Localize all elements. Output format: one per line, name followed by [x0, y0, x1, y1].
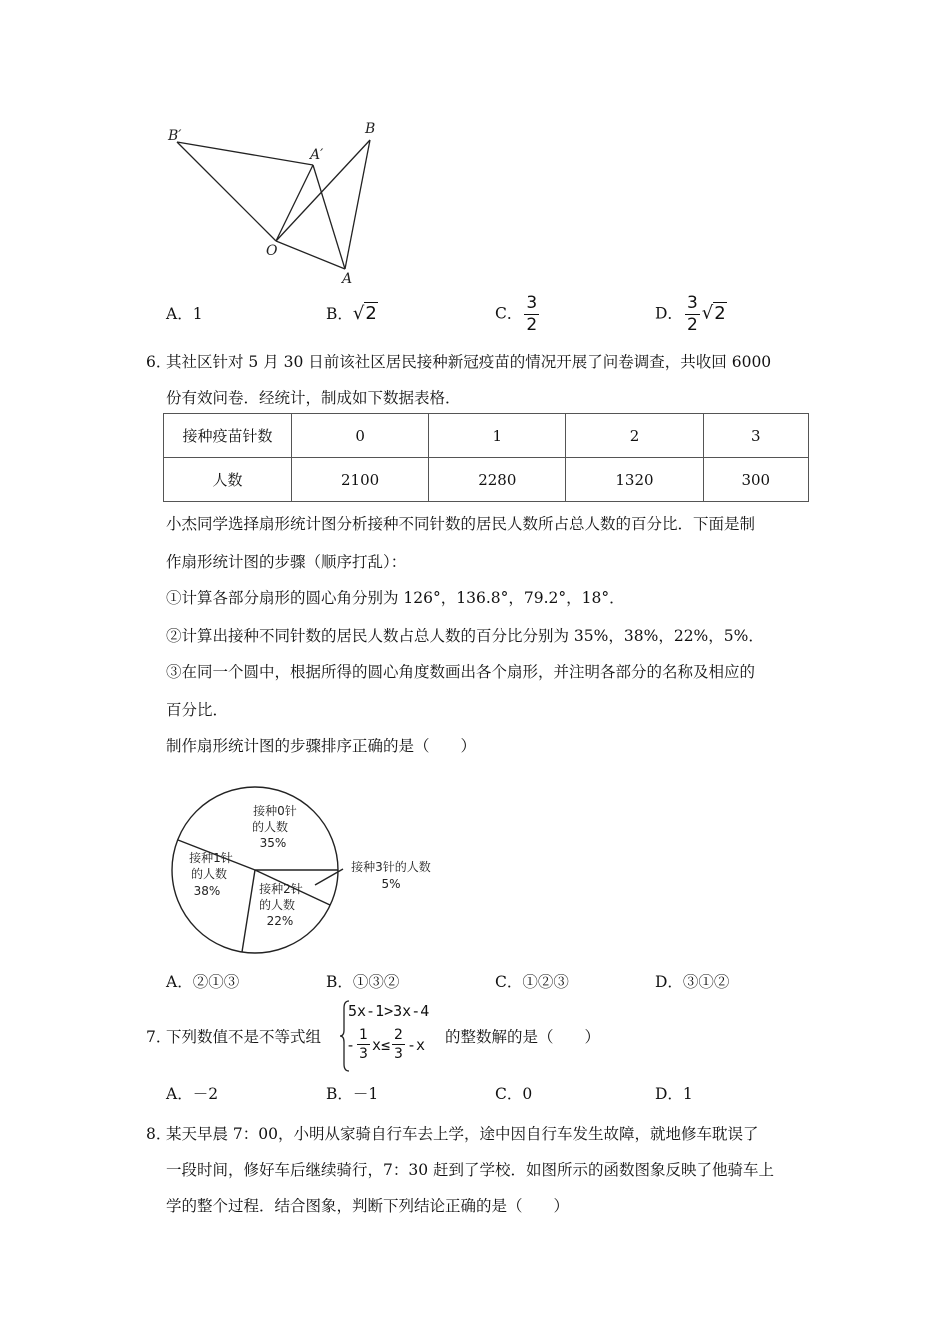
inequality-1: 5x-1>3x-4	[348, 1002, 430, 1020]
q6-step3-line1: ③在同一个圆中，根据所得的圆心角度数画出各个扇形，并注明各部分的名称及相应的	[166, 663, 756, 681]
q8-line2: 一段时间，修好车后继续骑行，7：30 赶到了学校．如图所示的函数图象反映了他骑车上	[166, 1161, 775, 1179]
segment-b-a	[345, 140, 370, 269]
pie-label-3-pct: 5%	[381, 877, 401, 891]
q7-option-c[interactable]: C．0	[495, 1085, 533, 1103]
fraction	[357, 1028, 370, 1061]
table-value-3: 300	[703, 458, 808, 502]
fraction	[524, 295, 539, 334]
q6-text-line2: 作扇形统计图的步骤（顺序打乱）：	[166, 553, 407, 571]
pie-label-2-pct: 22%	[266, 914, 294, 928]
q5-option-b-key: B．	[326, 305, 353, 323]
q5-option-a-value: 1	[192, 305, 203, 323]
fraction-numerator: 3	[686, 293, 698, 313]
q5-option-d-key: D．	[655, 304, 683, 323]
label-b-prime: B′	[168, 128, 182, 144]
q6-stem-line2: 份有效问卷．经统计，制成如下数据表格．	[166, 389, 461, 407]
pie-label-1-pct: 38%	[193, 884, 221, 898]
q6-pie-chart	[165, 785, 465, 955]
q7-option-b[interactable]: B．－1	[326, 1085, 379, 1103]
q6-option-d[interactable]: D．③①②	[655, 973, 730, 991]
fraction-denominator: 3	[359, 1046, 368, 1062]
label-a: A	[342, 271, 353, 287]
table-row	[164, 414, 809, 458]
table-row-label: 人数	[164, 458, 292, 502]
q7-option-a[interactable]: A．－2	[166, 1085, 219, 1103]
table-header-label: 接种疫苗针数	[164, 414, 292, 458]
table-col-0: 0	[292, 414, 429, 458]
q6-option-a[interactable]: A．②①③	[166, 973, 240, 991]
pie-label-2-line1: 接种2针	[259, 882, 303, 896]
q6-step1: ①计算各部分扇形的圆心角分别为 126°，136.8°，79.2°，18°．	[166, 589, 625, 607]
label-a-prime: A′	[310, 147, 324, 163]
pie-radius-2	[242, 870, 255, 952]
fraction-denominator: 3	[394, 1046, 403, 1062]
segment-o-a	[276, 241, 345, 269]
q5-option-c[interactable]	[495, 295, 541, 334]
pie-label-1-line1: 接种1针	[189, 851, 233, 865]
q6-stem-line1: 其社区针对 5 月 30 日前该社区居民接种新冠疫苗的情况开展了问卷调查，共收回 6000	[166, 353, 772, 371]
fraction-denominator: 2	[526, 315, 538, 335]
pie-label-2-line2: 的人数	[258, 898, 296, 912]
q7-suffix: 的整数解的是（ ）	[445, 1028, 601, 1046]
sqrt-expression: √2	[701, 302, 726, 324]
label-b: B	[365, 121, 376, 137]
table-row	[164, 458, 809, 502]
fraction-numerator: 1	[359, 1027, 368, 1043]
q6-data-table	[163, 413, 809, 502]
q6-step2: ②计算出接种不同针数的居民人数占总人数的百分比分别为 35%，38%，22%，5%．	[166, 627, 764, 645]
pie-label-0-pct: 35%	[259, 836, 287, 850]
q6-option-b[interactable]: B．①③②	[326, 973, 400, 991]
fraction	[392, 1028, 405, 1061]
radicand: 2	[365, 303, 377, 324]
q7-number: 7．	[146, 1028, 172, 1046]
segment-a-prime-a	[313, 165, 345, 269]
q5-option-c-key: C．	[495, 304, 523, 323]
label-o: O	[266, 243, 278, 259]
pie-label-0-line1: 接种0针	[253, 804, 297, 818]
pie-label-1-line2: 的人数	[190, 867, 228, 881]
table-value-1: 2280	[429, 458, 566, 502]
q7-option-d[interactable]: D．1	[655, 1085, 693, 1103]
inequality-system	[340, 1000, 455, 1072]
segment-o-a-prime	[276, 165, 313, 241]
fraction-numerator: 3	[526, 293, 538, 313]
q8-line3: 学的整个过程．结合图象，判断下列结论正确的是（ ）	[166, 1197, 570, 1215]
table-value-2: 1320	[566, 458, 703, 502]
q8-number: 8．	[146, 1125, 172, 1143]
q5-option-a[interactable]	[166, 302, 203, 324]
q5-option-b[interactable]	[326, 302, 378, 324]
inequality-2	[346, 1028, 425, 1061]
q7-prefix: 下列数值不是不等式组	[166, 1028, 322, 1046]
inequality-2-minus-x: -x	[406, 1035, 425, 1054]
table-col-3: 3	[703, 414, 808, 458]
q5-option-a-key: A．	[166, 305, 193, 323]
q6-option-c[interactable]: C．①②③	[495, 973, 569, 991]
q6-question: 制作扇形统计图的步骤排序正确的是（ ）	[166, 737, 477, 755]
fraction-numerator: 2	[394, 1027, 403, 1043]
q6-number: 6．	[146, 353, 172, 371]
pie-leader-line	[315, 869, 343, 885]
q6-text-line1: 小杰同学选择扇形统计图分析接种不同针数的居民人数所占总人数的百分比．下面是制	[166, 515, 756, 533]
table-value-0: 2100	[292, 458, 429, 502]
fraction	[685, 295, 700, 334]
q8-line1: 某天早晨 7：00，小明从家骑自行车去上学，途中因自行车发生故障，就地修车耽误了	[166, 1125, 759, 1143]
fraction-denominator: 2	[686, 315, 698, 335]
inequality-2-x-leq: x≤	[371, 1035, 391, 1054]
table-col-2: 2	[566, 414, 703, 458]
sqrt-expression: √2	[352, 303, 377, 324]
q5-option-d[interactable]	[655, 295, 727, 334]
pie-label-3-line1: 接种3针的人数	[351, 860, 431, 874]
inequality-2-minus: -	[346, 1035, 356, 1054]
pie-label-0-line2: 的人数	[251, 820, 289, 834]
q5-triangle-diagram	[160, 115, 400, 290]
radicand: 2	[714, 302, 726, 324]
table-col-1: 1	[429, 414, 566, 458]
q6-step3-line2: 百分比．	[166, 701, 229, 719]
